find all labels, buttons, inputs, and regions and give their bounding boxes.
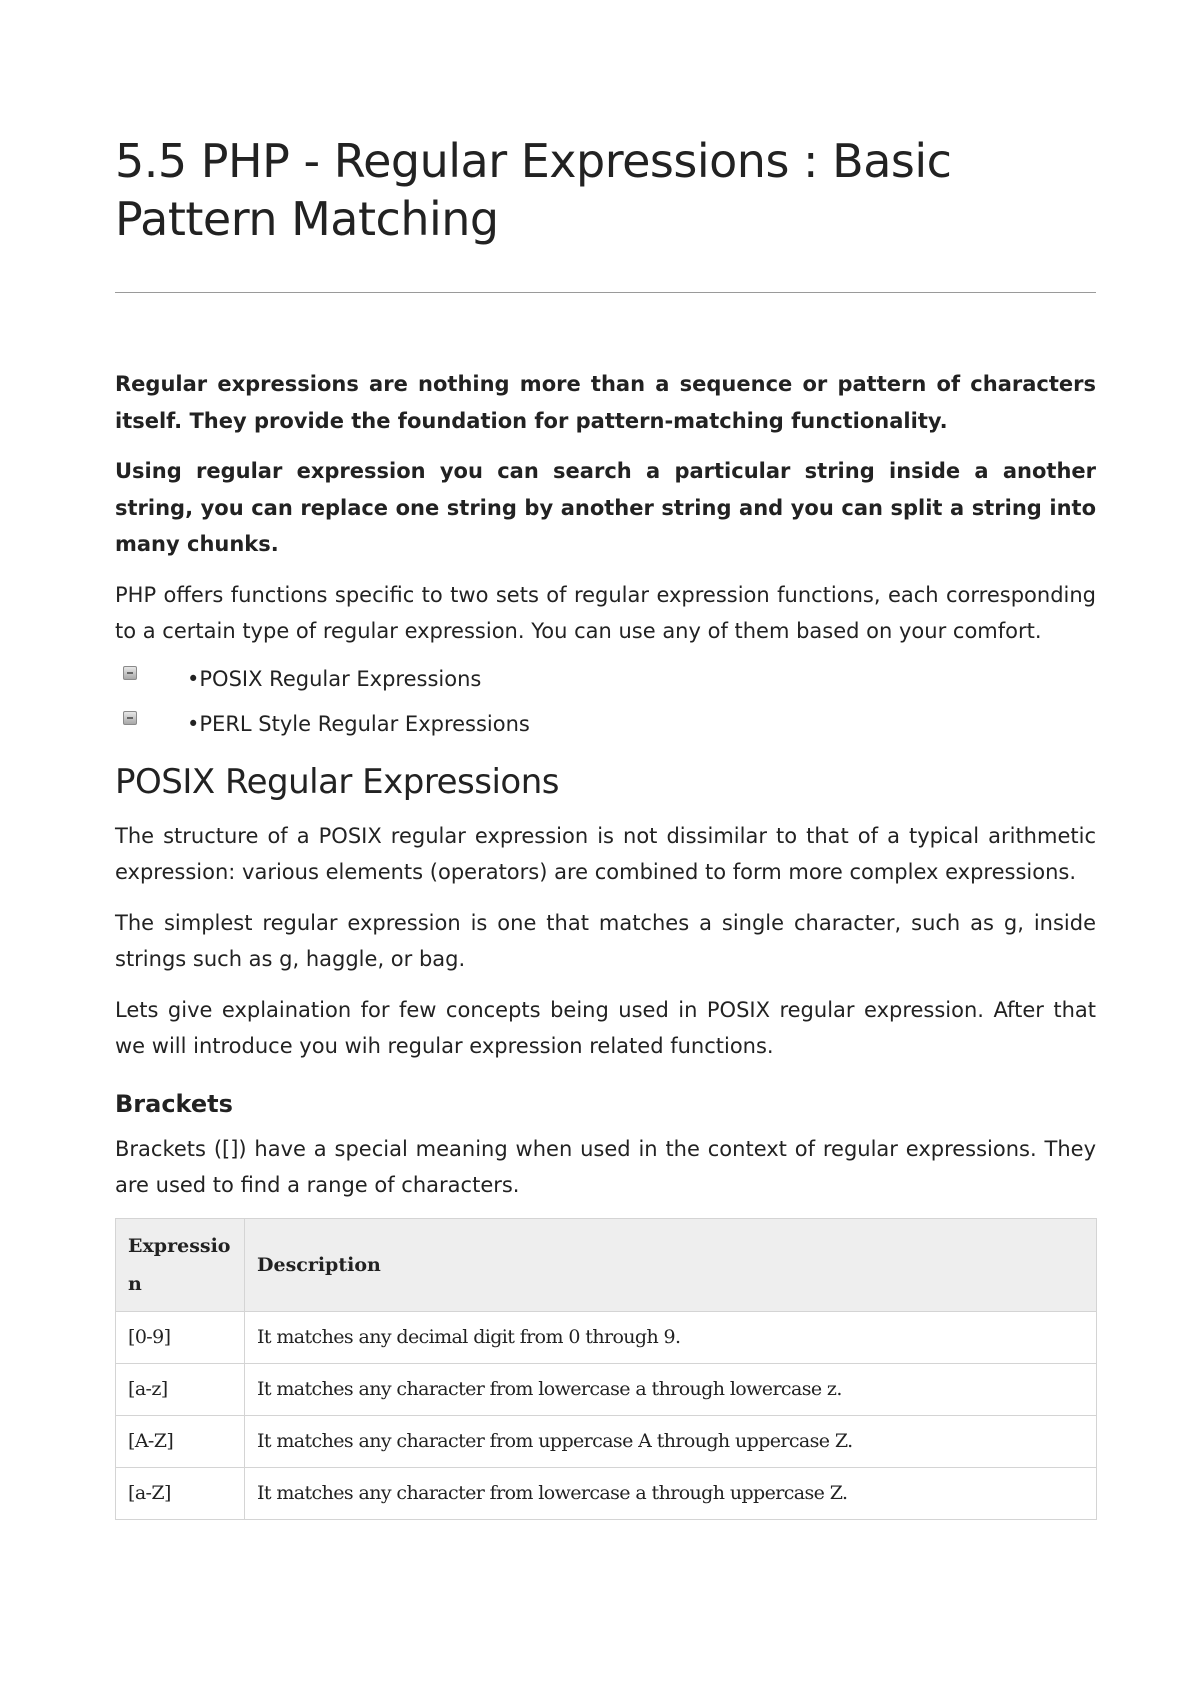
posix-paragraph-2: The simplest regular expression is one that matches a single character, such as g, inside strings such as g, haggle, or bag. xyxy=(115,910,1096,971)
table-row xyxy=(116,1311,1097,1363)
table-header-row xyxy=(116,1218,1097,1311)
list-item xyxy=(115,709,1096,754)
posix-paragraph-3: Lets give explaination for few concepts being used in POSIX regular expression. After that we will introduce you wih regular expression related functions. xyxy=(115,997,1096,1058)
title-divider xyxy=(115,292,1096,293)
expression-cell: [a-Z] xyxy=(116,1467,245,1519)
expression-cell: [0-9] xyxy=(116,1311,245,1363)
posix-heading: POSIX Regular Expressions xyxy=(115,761,559,802)
brackets-paragraph: Brackets ([]) have a special meaning when used in the context of regular expressions. They are used to find a range of characters. xyxy=(115,1136,1096,1197)
list-item xyxy=(115,664,1096,709)
list-bullet-icon xyxy=(123,711,137,725)
intro-section xyxy=(115,366,1096,754)
posix-paragraph-1: The structure of a POSIX regular expression is not dissimilar to that of a typical arithmetic expression: various elements (operators) are combined to form more complex expressions. xyxy=(115,823,1096,884)
intro-paragraph-3: PHP offers functions specific to two sets of regular expression functions, each corresponding to a certain type of regular expression. You can use any of them based on your comfort. xyxy=(115,582,1096,643)
table-row xyxy=(116,1363,1097,1415)
expression-cell: [a-z] xyxy=(116,1363,245,1415)
regex-type-list xyxy=(115,664,1096,754)
intro-paragraph-1: Regular expressions are nothing more than a sequence or pattern of characters itself. They provide the foundation for pattern-matching functionality. xyxy=(115,372,1096,433)
description-cell: It matches any character from uppercase A through uppercase Z. xyxy=(245,1415,1097,1467)
page-title: 5.5 PHP - Regular Expressions : Basic Pattern Matching xyxy=(115,134,952,246)
header-description: Description xyxy=(245,1218,1097,1311)
expression-cell: [A-Z] xyxy=(116,1415,245,1467)
description-cell: It matches any character from lowercase a through uppercase Z. xyxy=(245,1467,1097,1519)
list-item-label: •POSIX Regular Expressions xyxy=(187,666,482,691)
header-expression: Expression xyxy=(116,1218,245,1311)
intro-paragraph-2: Using regular expression you can search a particular string inside a another string, you can replace one string by another string and you can split a string into many chunks. xyxy=(115,459,1096,556)
list-bullet-icon xyxy=(123,666,137,680)
description-cell: It matches any decimal digit from 0 through 9. xyxy=(245,1311,1097,1363)
table-row xyxy=(116,1467,1097,1519)
description-cell: It matches any character from lowercase a through lowercase z. xyxy=(245,1363,1097,1415)
list-item-label: •PERL Style Regular Expressions xyxy=(187,711,530,736)
brackets-table xyxy=(115,1218,1097,1520)
brackets-heading: Brackets xyxy=(115,1089,233,1118)
document-page xyxy=(115,132,1096,1520)
table-row xyxy=(116,1415,1097,1467)
